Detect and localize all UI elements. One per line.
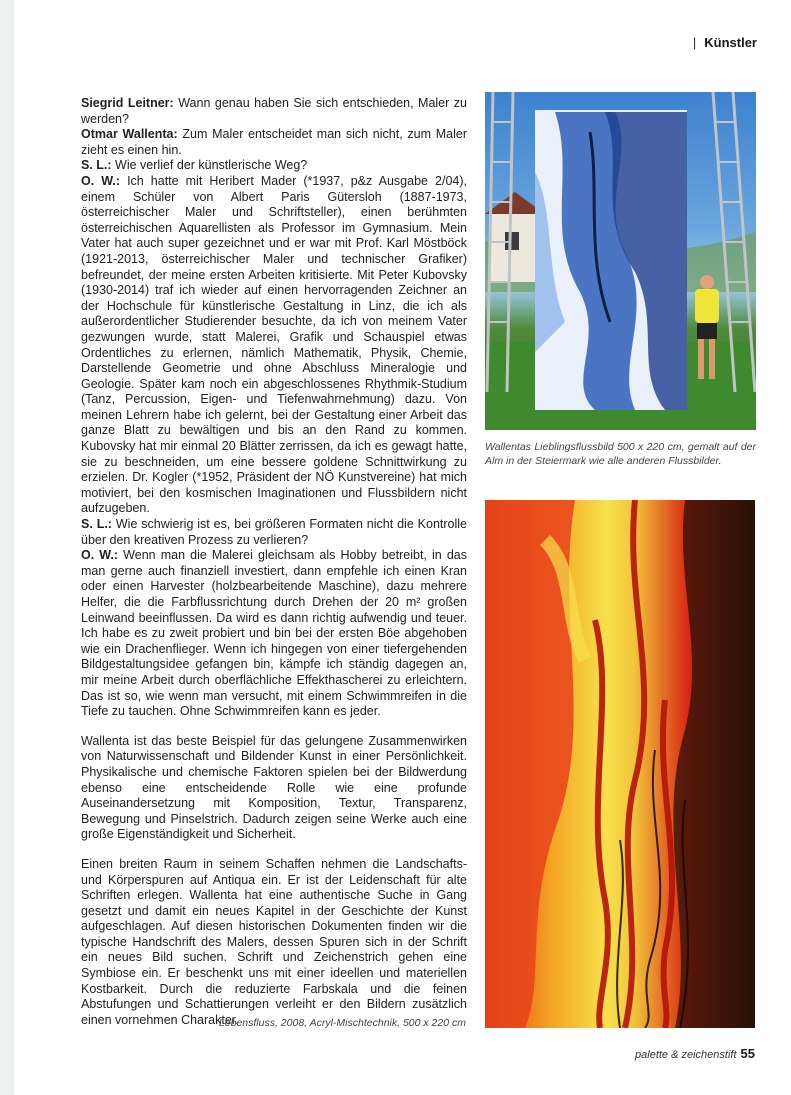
paragraph-spacer — [81, 843, 467, 857]
photo-illustration — [485, 92, 756, 430]
body-paragraph: Einen breiten Raum in seinem Schaffen nehmen die Landschafts- und Körperspuren auf Antiqua ein. Er ist der Leidenschaft für alte Schriften erlegen. Wallenta hat eine authentische Suche in Gang gesetzt und damit ein neues Kapitel in der Geschichte der Kunst aufgeschlagen. Auf diesen historischen Dokumenten finden wir die typische Handschrift des Malers, dessen Spuren sich in der Schrift ein neues Bild suchen. Schrift und Zeichenstrich gehen eine Symbiose ein. Er beschenkt uns mit einer ideellen und materiellen Kostbarkeit. Durch die reduzierte Farbskala und die feinen Abstufungen und Schattierungen verleiht er den Bildern zusätzlich einen vornehmen Charakter. — [81, 856, 467, 1027]
page-number: 55 — [740, 1046, 755, 1061]
body-paragraph: Wallenta ist das beste Beispiel für das gelungene Zusammenwirken von Naturwissenschaft und Bildender Kunst in einer Persönlichkeit. Physikalische und chemische Faktoren spielen bei der Bildwerdung ebenso eine entscheidende Rolle wie eine profunde Auseinandersetzung mit Komposition, Textur, Transparenz, Bewegung und Pinselstrich. Dadurch zeigen seine Werke auch eine große Eigenständigkeit und Sicherheit. — [81, 733, 467, 842]
photo-artist-with-painting — [485, 92, 756, 430]
paragraph-text: Wenn man die Malerei gleichsam als Hobby betreibt, in das man gerne auch finanziell investiert, dann empfehle ich einen Kran oder einen Harvester (holzbearbeitende Maschine), dazu mehrere Helfer, die die Farbflussrichtung durch Drehen der 20 m² großen Leinwand beeinflussen. Da wird es dann richtig aufwendig und teuer. Ich habe es zu zweit probiert und bin bei der ersten Böe abgehoben wie ein Drachenflieger. Wenn ich hingegen von einer tiefergehenden Bildgestaltungsidee gefangen bin, kämpfe ich ständig dagegen an, mir meine Arbeit durch oberflächliche Effekthascherei zu erleichtern. Das ist so, wie wenn man versucht, mit einem Schwimmreifen in die Tiefe zu tauchen. Ohne Schwimmreifen kann es jeder. — [81, 548, 467, 719]
interview-paragraph — [81, 127, 467, 158]
interview-paragraph — [81, 158, 467, 174]
painting-illustration — [485, 500, 755, 1028]
page-edge-shadow — [0, 0, 14, 1095]
magazine-name: palette & zeichenstift — [635, 1049, 737, 1061]
paragraph-text: Wie verlief der künstlerische Weg? — [115, 158, 308, 173]
painting-lebensfluss — [485, 500, 755, 1028]
speaker-label: Otmar Wallenta: — [81, 127, 178, 142]
speaker-label: O. W.: — [81, 548, 119, 563]
interview-paragraph — [81, 517, 467, 548]
paragraph-text: Wann genau haben Sie sich entschieden, Maler zu werden? — [81, 96, 467, 126]
paragraph-spacer — [81, 720, 467, 734]
speaker-label: Siegrid Leitner: — [81, 96, 174, 110]
interview-paragraph — [81, 174, 467, 517]
speaker-label: S. L.: — [81, 517, 112, 532]
photo1-caption: Wallentas Lieblingsflussbild 500 x 220 cm, gemalt auf der Alm in der Steiermark wie alle anderen Flussbilder. — [485, 441, 756, 467]
interview-paragraph — [81, 96, 467, 127]
page-footer — [635, 1046, 755, 1061]
paragraph-text: Wie schwierig ist es, bei größeren Formaten nicht die Kontrolle über den kreativen Prozess zu verlieren? — [81, 517, 467, 547]
interview-paragraph — [81, 548, 467, 720]
speaker-label: S. L.: — [81, 158, 112, 173]
speaker-label: O. W.: — [81, 173, 120, 188]
section-header — [693, 35, 757, 50]
article-text-column — [81, 96, 467, 1028]
paragraph-text: Zum Maler entscheidet man sich nicht, zum Maler zieht es einen hin. — [81, 127, 467, 157]
section-title: Künstler — [704, 35, 757, 50]
paragraph-text: Ich hatte mit Heribert Mader (*1937, p&z Ausgabe 2/04), einem Schüler von Albert Paris Gütersloh (1887-1973, österreichischer Maler und Schriftsteller), einen berühmten österreichischen Aquarellisten als Professor im Gymnasium. Mein Vater hat auch super gezeichnet und er war mit Prof. Karl Möstböck (1921-2013, österreichischer Maler und technischer Grafiker) befreundet, der meine ersten Arbeiten kritisierte. Mit Peter Kubovsky (1930-2014) traf ich wieder auf einen hervorragenden Zeichner an der Hochschule für künstlerische Gestaltung in Linz, die ich als außerordentlicher Studierender besuchte, da ich von meinem Vater gezwungen wurde, statt Malerei, Grafik und Schauspiel etwas Ordentliches zu erlernen, nämlich Mathematik, Physik, Chemie, Darstellende Geometrie und ohne Abschluss Mineralogie und Geologie. Später kam noch ein abgeschlossenes Rhythmik-Studium (Tanz, Percussion, Eigen- und Tiefenwahrnehmung) dazu. Von meinen Lehrern habe ich gelernt, bei der Gestaltung einer Arbeit das ganze Blatt zu bewältigen und bis an den Rand zu kommen. Kubovsky hat mir einmal 20 Blätter zerrissen, da ich es gewagt hatte, sie zu beschneiden, um eine bessere goldene Schnittwirkung zu erzielen. Dr. Kogler (*1952, Präsident der NÖ Kunstvereine) hat mich motiviert, bei den kosmischen Imaginationen und Flussbildern nicht aufzugeben. — [81, 173, 467, 516]
photo2-caption: Lebensfluss, 2008, Acryl-Mischtechnik, 500 x 220 cm — [218, 1017, 466, 1029]
header-divider: | — [692, 35, 697, 50]
